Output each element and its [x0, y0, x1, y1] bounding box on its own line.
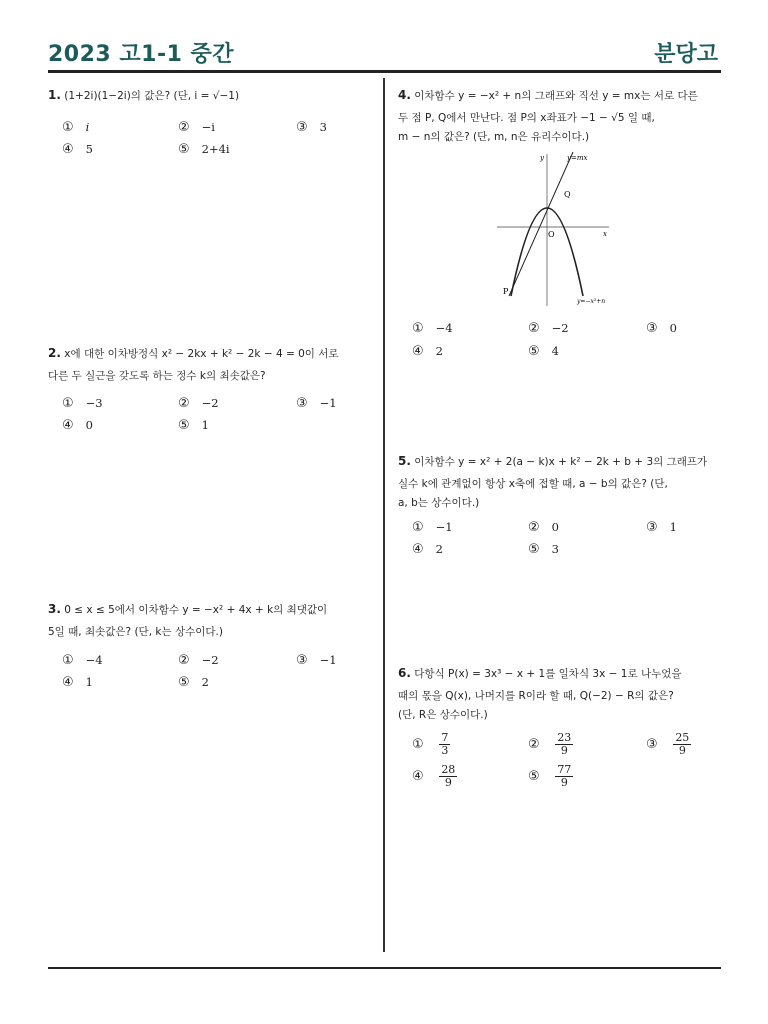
choice-2[interactable]: ② −2 [528, 321, 569, 336]
graph-label-y: y [540, 154, 544, 162]
fraction: $\frac{28}{9}$ [441, 763, 456, 789]
graph-label-curve: y=−x²+n [577, 298, 606, 305]
question-text: 실수 k에 관계없이 항상 x축에 접할 때, a − b의 값은? (단, [398, 478, 668, 490]
choice-4[interactable]: ④ 1 [62, 675, 93, 690]
graph-label-p: P [503, 287, 509, 296]
question-text: x에 대한 이차방정식 x² − 2kx + k² − 2k − 4 = 0이 서로 [64, 348, 339, 360]
graph-label-x: x [603, 230, 607, 238]
choice-2[interactable]: ② $\frac{23}{9}$ [528, 731, 572, 757]
question-text: 때의 몫을 Q(x), 나머지를 R이라 할 때, Q(−2) − R의 값은? [398, 690, 674, 702]
graph-label-q: Q [564, 190, 571, 199]
graph-label-line: y=mx [567, 154, 588, 162]
question-text: 0 ≤ x ≤ 5에서 이차함수 y = −x² + 4x + k의 최댓값이 [64, 604, 328, 616]
question-text: 다항식 P(x) = 3x³ − x + 1를 일차식 3x − 1로 나누었을 [414, 668, 682, 680]
choice-5[interactable]: ⑤ $\frac{77}{9}$ [528, 763, 572, 789]
choice-4[interactable]: ④ 2 [412, 344, 443, 359]
question-text: 이차함수 y = x² + 2(a − k)x + k² − 2k + b + 3의 그래프가 [414, 456, 708, 468]
line-y-mx [509, 152, 573, 296]
school-name: 분당고 [654, 42, 718, 67]
question-number: 5. [398, 454, 411, 468]
choice-1[interactable]: ① i [62, 120, 90, 135]
choice-5[interactable]: ⑤ 1 [178, 418, 209, 433]
question-1-prompt [48, 84, 239, 107]
question-2 [48, 342, 339, 387]
question-number: 3. [48, 602, 61, 616]
question-number: 4. [398, 88, 411, 102]
choice-3[interactable]: ③ 0 [646, 321, 677, 336]
footer-rule [48, 967, 721, 969]
choice-3[interactable]: ③ $\frac{25}{9}$ [646, 731, 690, 757]
choice-4[interactable]: ④ 0 [62, 418, 93, 433]
choice-4[interactable]: ④ 5 [62, 142, 93, 157]
question-5 [398, 450, 707, 511]
choice-5[interactable]: ⑤ 2+4i [178, 142, 230, 157]
graph-label-o: O [548, 230, 555, 239]
fraction: $\frac{23}{9}$ [557, 731, 572, 757]
question-text: a, b는 상수이다.) [398, 497, 480, 509]
question-text: m − n의 값은? (단, m, n은 유리수이다.) [398, 131, 590, 143]
fraction: $\frac{7}{3}$ [441, 731, 449, 757]
fraction: $\frac{25}{9}$ [675, 731, 690, 757]
header-rule [48, 70, 721, 73]
choice-5[interactable]: ⑤ 4 [528, 344, 559, 359]
choice-1[interactable]: ① −4 [62, 653, 103, 668]
choice-1[interactable]: ① −1 [412, 520, 453, 535]
choice-3[interactable]: ③ −1 [296, 653, 337, 668]
question-text: 두 점 P, Q에서 만난다. 점 P의 x좌표가 −1 − √5 일 때, [398, 112, 655, 124]
choice-2[interactable]: ② −2 [178, 653, 219, 668]
question-number: 1. [48, 88, 61, 102]
choice-2[interactable]: ② −2 [178, 396, 219, 411]
question-6 [398, 662, 682, 723]
fraction: $\frac{77}{9}$ [557, 763, 572, 789]
question-text: 5일 때, 최솟값은? (단, k는 상수이다.) [48, 626, 223, 638]
column-divider [383, 78, 385, 952]
question-3 [48, 598, 327, 643]
choice-4[interactable]: ④ 2 [412, 542, 443, 557]
parabola-line-graph [497, 150, 621, 306]
choice-1[interactable]: ① −3 [62, 396, 103, 411]
choice-1[interactable]: ① −4 [412, 321, 453, 336]
choice-2[interactable]: ② 0 [528, 520, 559, 535]
question-1 [48, 84, 239, 107]
question-text: 다른 두 실근을 갖도록 하는 정수 k의 최솟값은? [48, 370, 266, 382]
question-4 [398, 84, 698, 145]
question-text: (단, R은 상수이다.) [398, 709, 488, 721]
choice-5[interactable]: ⑤ 3 [528, 542, 559, 557]
choice-5[interactable]: ⑤ 2 [178, 675, 209, 690]
question-text: 이차함수 y = −x² + n의 그래프와 직선 y = mx는 서로 다른 [414, 90, 698, 102]
choice-2[interactable]: ② −i [178, 120, 215, 135]
choice-3[interactable]: ③ −1 [296, 396, 337, 411]
question-text: (1+2i)(1−2i)의 값은? (단, i = √−1) [64, 90, 240, 102]
question-number: 6. [398, 666, 411, 680]
choice-3[interactable]: ③ 1 [646, 520, 677, 535]
choice-1[interactable]: ① $\frac{7}{3}$ [412, 731, 449, 757]
choice-3[interactable]: ③ 3 [296, 120, 327, 135]
question-number: 2. [48, 346, 61, 360]
exam-title: 2023 고1-1 중간 [48, 42, 235, 67]
choice-4[interactable]: ④ $\frac{28}{9}$ [412, 763, 456, 789]
